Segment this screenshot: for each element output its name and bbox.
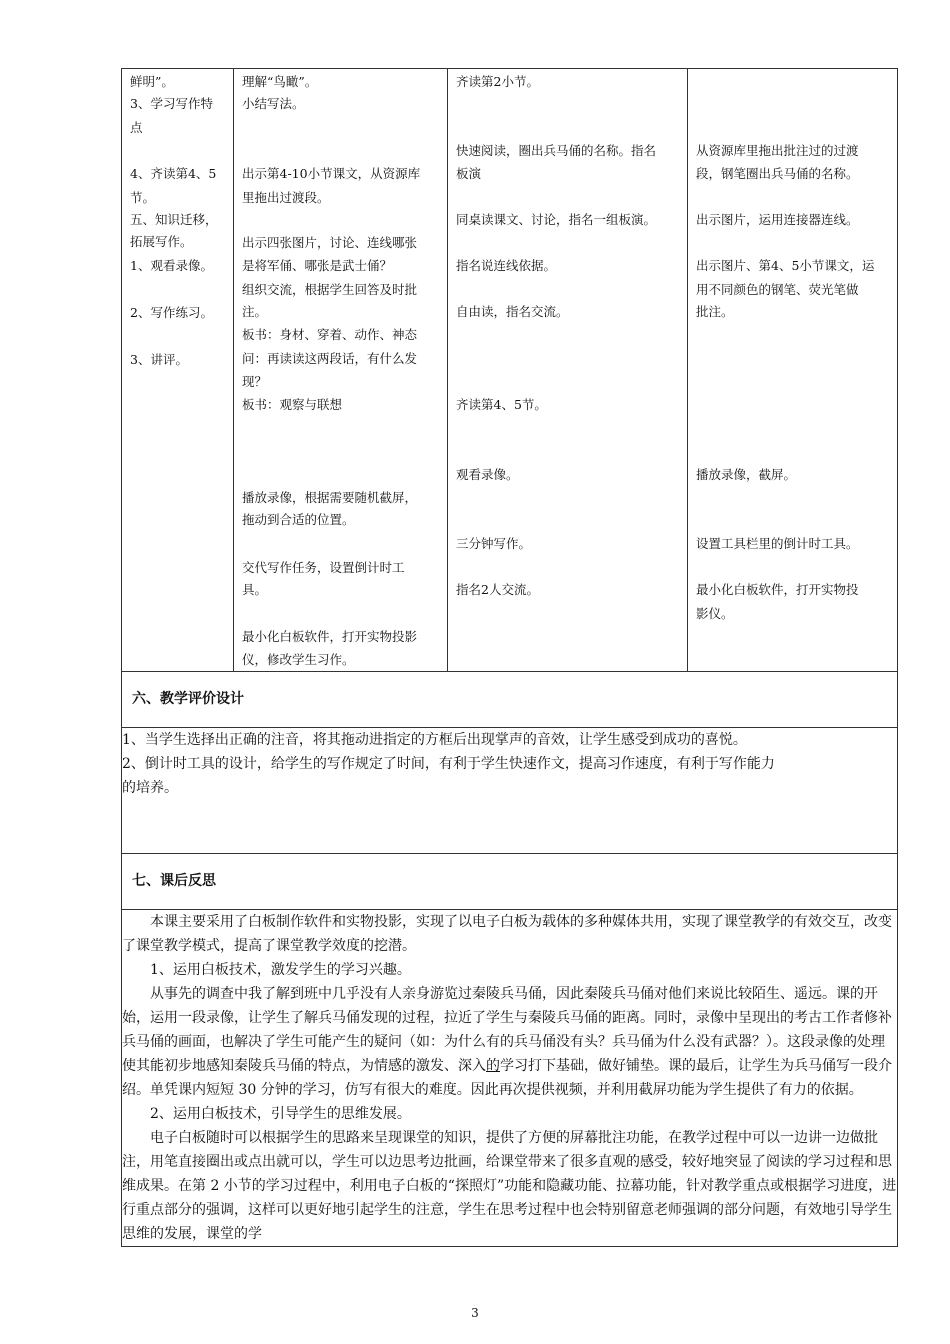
step-line: 3、讲评。 <box>130 352 188 367</box>
step-line: 3、学习写作特 <box>130 96 213 111</box>
step-line: 节。 <box>130 190 156 205</box>
student-line: 指名说连线依据。 <box>456 258 557 273</box>
whiteboard-line: 最小化白板软件，打开实物投 <box>696 582 859 597</box>
step-line: 五、知识迁移， <box>130 212 218 227</box>
activity-row <box>122 69 898 672</box>
student-line: 同桌读课文、讨论，指名一组板演。 <box>456 212 657 227</box>
student-line: 三分钟写作。 <box>456 536 532 551</box>
whiteboard-line: 设置工具栏里的倒计时工具。 <box>696 536 859 551</box>
evaluation-line: 2、倒计时工具的设计，给学生的写作规定了时间，有利于学生快速作文，提高习作速度，有利于写作能力 <box>122 756 775 772</box>
student-line: 自由读，指名交流。 <box>456 304 569 319</box>
student-line: 齐读第2小节。 <box>456 74 539 89</box>
evaluation-line: 1、当学生选择出正确的注音，将其拖动进指定的方框后出现掌声的音效，让学生感受到成功的喜悦。 <box>122 732 747 748</box>
whiteboard-line: 批注。 <box>696 304 734 319</box>
teacher-line: 问：再读读这两段话，有什么发 <box>242 351 418 366</box>
whiteboard-line: 影仪。 <box>696 606 734 621</box>
reflection-subheading: 2、运用白板技术，引导学生的思维发展。 <box>150 1106 411 1122</box>
student-line: 观看录像。 <box>456 467 519 482</box>
teacher-line: 里拖出过渡段。 <box>242 190 330 205</box>
teacher-line: 仪，修改学生习作。 <box>242 652 355 667</box>
evaluation-body-row <box>122 728 898 854</box>
reflection-paragraph: 本课主要采用了白板制作软件和实物投影，实现了以电子白板为载体的多种媒体共用，实现了课堂教学的有效交互，改变了课堂教学模式，提高了课堂教学效度的挖潜。 <box>122 914 892 954</box>
whiteboard-line: 出示图片、第4、5小节课文，运 <box>696 258 875 273</box>
column-whiteboard-use <box>688 69 898 672</box>
student-line: 指名2人交流。 <box>456 582 539 597</box>
teacher-line: 组织交流，根据学生回答及时批 <box>242 282 418 297</box>
step-line: 4、齐读第4、5 <box>130 166 217 181</box>
teacher-line: 注。 <box>242 304 268 319</box>
reflection-paragraph <box>122 982 897 1102</box>
reflection-body-row <box>122 910 898 1247</box>
whiteboard-line: 用不同颜色的钢笔、荧光笔做 <box>696 282 859 297</box>
teacher-line: 是将军俑、哪张是武士俑？ <box>242 258 393 273</box>
teacher-line: 出示第4-10小节课文，从资源库 <box>242 166 421 181</box>
teacher-line: 板书：观察与联想 <box>242 397 343 412</box>
evaluation-line: 的培养。 <box>122 780 178 796</box>
teacher-line: 小结写法。 <box>242 96 305 111</box>
reflection-underlined-text: 的 <box>486 1058 500 1074</box>
teacher-line: 现？ <box>242 374 268 389</box>
teacher-line: 播放录像，根据需要随机截屏， <box>242 490 418 505</box>
student-line: 快速阅读，圈出兵马俑的名称。指名 <box>456 143 657 158</box>
teacher-line: 板书：身材、穿着、动作、神态 <box>242 327 418 342</box>
whiteboard-line: 播放录像，截屏。 <box>696 467 797 482</box>
step-line: 1、观看录像。 <box>130 258 213 273</box>
evaluation-header-row <box>122 672 898 728</box>
whiteboard-line: 从资源库里拖出批注过的过渡 <box>696 143 859 158</box>
reflection-text: 学习打下基础，做好铺垫。课的最后，让学生为兵马俑写一段介绍。单凭课内短短 30 分钟的学习，仿写有很大的难度。因此再次提供视频，并利用截屏功能为学生提供了有力的依据。 <box>122 1058 892 1098</box>
page-number: 3 <box>471 1306 479 1320</box>
student-line: 板演 <box>456 166 482 181</box>
step-line: 2、写作练习。 <box>130 305 213 320</box>
step-line: 点 <box>130 120 143 135</box>
reflection-paragraph: 电子白板随时可以根据学生的思路来呈现课堂的知识，提供了方便的屏幕批注功能，在教学过程中可以一边讲一边做批注，用笔直接圈出或点出就可以，学生可以边思考边批画，给课堂带来了很多直观的感受，较好地突显了阅读的学习过程和思维成果。在第 2 小节的学习过程中，利用电子白板的“探照灯”功能和隐藏功能、拉幕功能，针对教学重点或根据学习进度，进行重点部分的强调，这样可以更好地引起学生的注意，学生在思考过程中也会特别留意老师强调的部分问题，有效地引导学生思维的发展，课堂的学 <box>122 1130 897 1242</box>
step-line: 拓展写作。 <box>130 234 193 249</box>
reflection-header-row <box>122 854 898 910</box>
reflection-text: 从事先的调查中我了解到班中几乎没有人亲身游览过秦陵兵马俑，因此秦陵兵马俑对他们来说比较陌生、遥远。课的开始，运用一段录像，让学生了解兵马俑发现的过程，拉近了学生与秦陵兵马俑的距离。同时，录像中呈现出的考古工作者修补兵马俑的画面，也解决了学生可能产生的疑问（如：为什么有的兵马俑没有头？兵马俑为什么没有武器？）。这段录像的处理使其能初步地感知秦陵兵马俑的特点，为情感的激发、深入 <box>122 986 892 1074</box>
evaluation-title: 六、教学评价设计 <box>122 672 898 728</box>
reflection-body <box>122 910 898 1247</box>
teacher-line: 具。 <box>242 582 268 597</box>
teacher-line: 交代写作任务，设置倒计时工 <box>242 560 405 575</box>
reflection-title: 七、课后反思 <box>122 854 898 910</box>
column-steps <box>122 69 234 672</box>
whiteboard-line: 段，钢笔圈出兵马俑的名称。 <box>696 166 859 181</box>
column-student-activity <box>448 69 688 672</box>
teacher-line: 拖动到合适的位置。 <box>242 512 355 527</box>
teacher-line: 理解“鸟瞰”。 <box>242 74 318 89</box>
whiteboard-line: 出示图片，运用连接器连线。 <box>696 212 859 227</box>
evaluation-body <box>122 728 898 854</box>
teacher-line: 出示四张图片，讨论、连线哪张 <box>242 235 418 250</box>
column-teacher-activity <box>234 69 448 672</box>
teacher-line: 最小化白板软件，打开实物投影 <box>242 629 418 644</box>
student-line: 齐读第4、5节。 <box>456 397 547 412</box>
reflection-subheading: 1、运用白板技术，激发学生的学习兴趣。 <box>150 962 411 978</box>
lesson-table <box>121 68 898 1247</box>
step-line: 鲜明”。 <box>130 74 174 89</box>
